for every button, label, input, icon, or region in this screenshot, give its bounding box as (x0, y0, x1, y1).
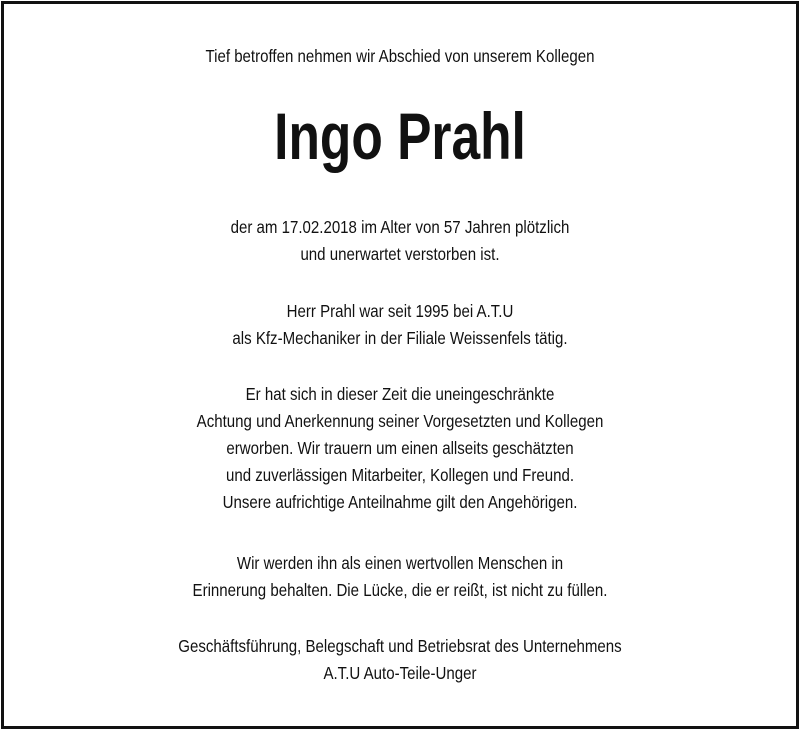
career-paragraph (0, 298, 800, 352)
memory-line-2: Erinnerung behalten. Die Lücke, die er reißt, ist nicht zu füllen. (192, 580, 608, 600)
death-line-1: der am 17.02.2018 im Alter von 57 Jahren plötzlich (230, 217, 570, 237)
death-line-2: und unerwartet verstorben ist. (300, 244, 500, 264)
memory-paragraph (0, 550, 800, 604)
tribute-line-1: Er hat sich in dieser Zeit die uneingeschränkte (245, 384, 555, 404)
career-line-2: als Kfz-Mechaniker in der Filiale Weissenfels tätig. (232, 328, 568, 348)
tribute-line-3: erworben. Wir trauern um einen allseits geschätzten (226, 438, 574, 458)
tribute-line-4: und zuverlässigen Mitarbeiter, Kollegen und Freund. (225, 465, 575, 485)
signature-line-1: Geschäftsführung, Belegschaft und Betriebsrat des Unternehmens (178, 636, 622, 656)
signature-block (0, 633, 800, 687)
intro-line: Tief betroffen nehmen wir Abschied von unserem Kollegen (205, 46, 595, 66)
intro-text (0, 43, 800, 70)
signature-line-2: A.T.U Auto-Teile-Unger (323, 663, 477, 683)
deceased-name: Ingo Prahl (274, 99, 526, 173)
tribute-line-5: Unsere aufrichtige Anteilnahme gilt den Angehörigen. (222, 492, 578, 512)
tribute-line-2: Achtung und Anerkennung seiner Vorgesetzten und Kollegen (196, 411, 604, 431)
tribute-paragraph (0, 381, 800, 516)
career-line-1: Herr Prahl war seit 1995 bei A.T.U (286, 301, 514, 321)
death-paragraph (0, 214, 800, 268)
memory-line-1: Wir werden ihn als einen wertvollen Menschen in (236, 553, 564, 573)
